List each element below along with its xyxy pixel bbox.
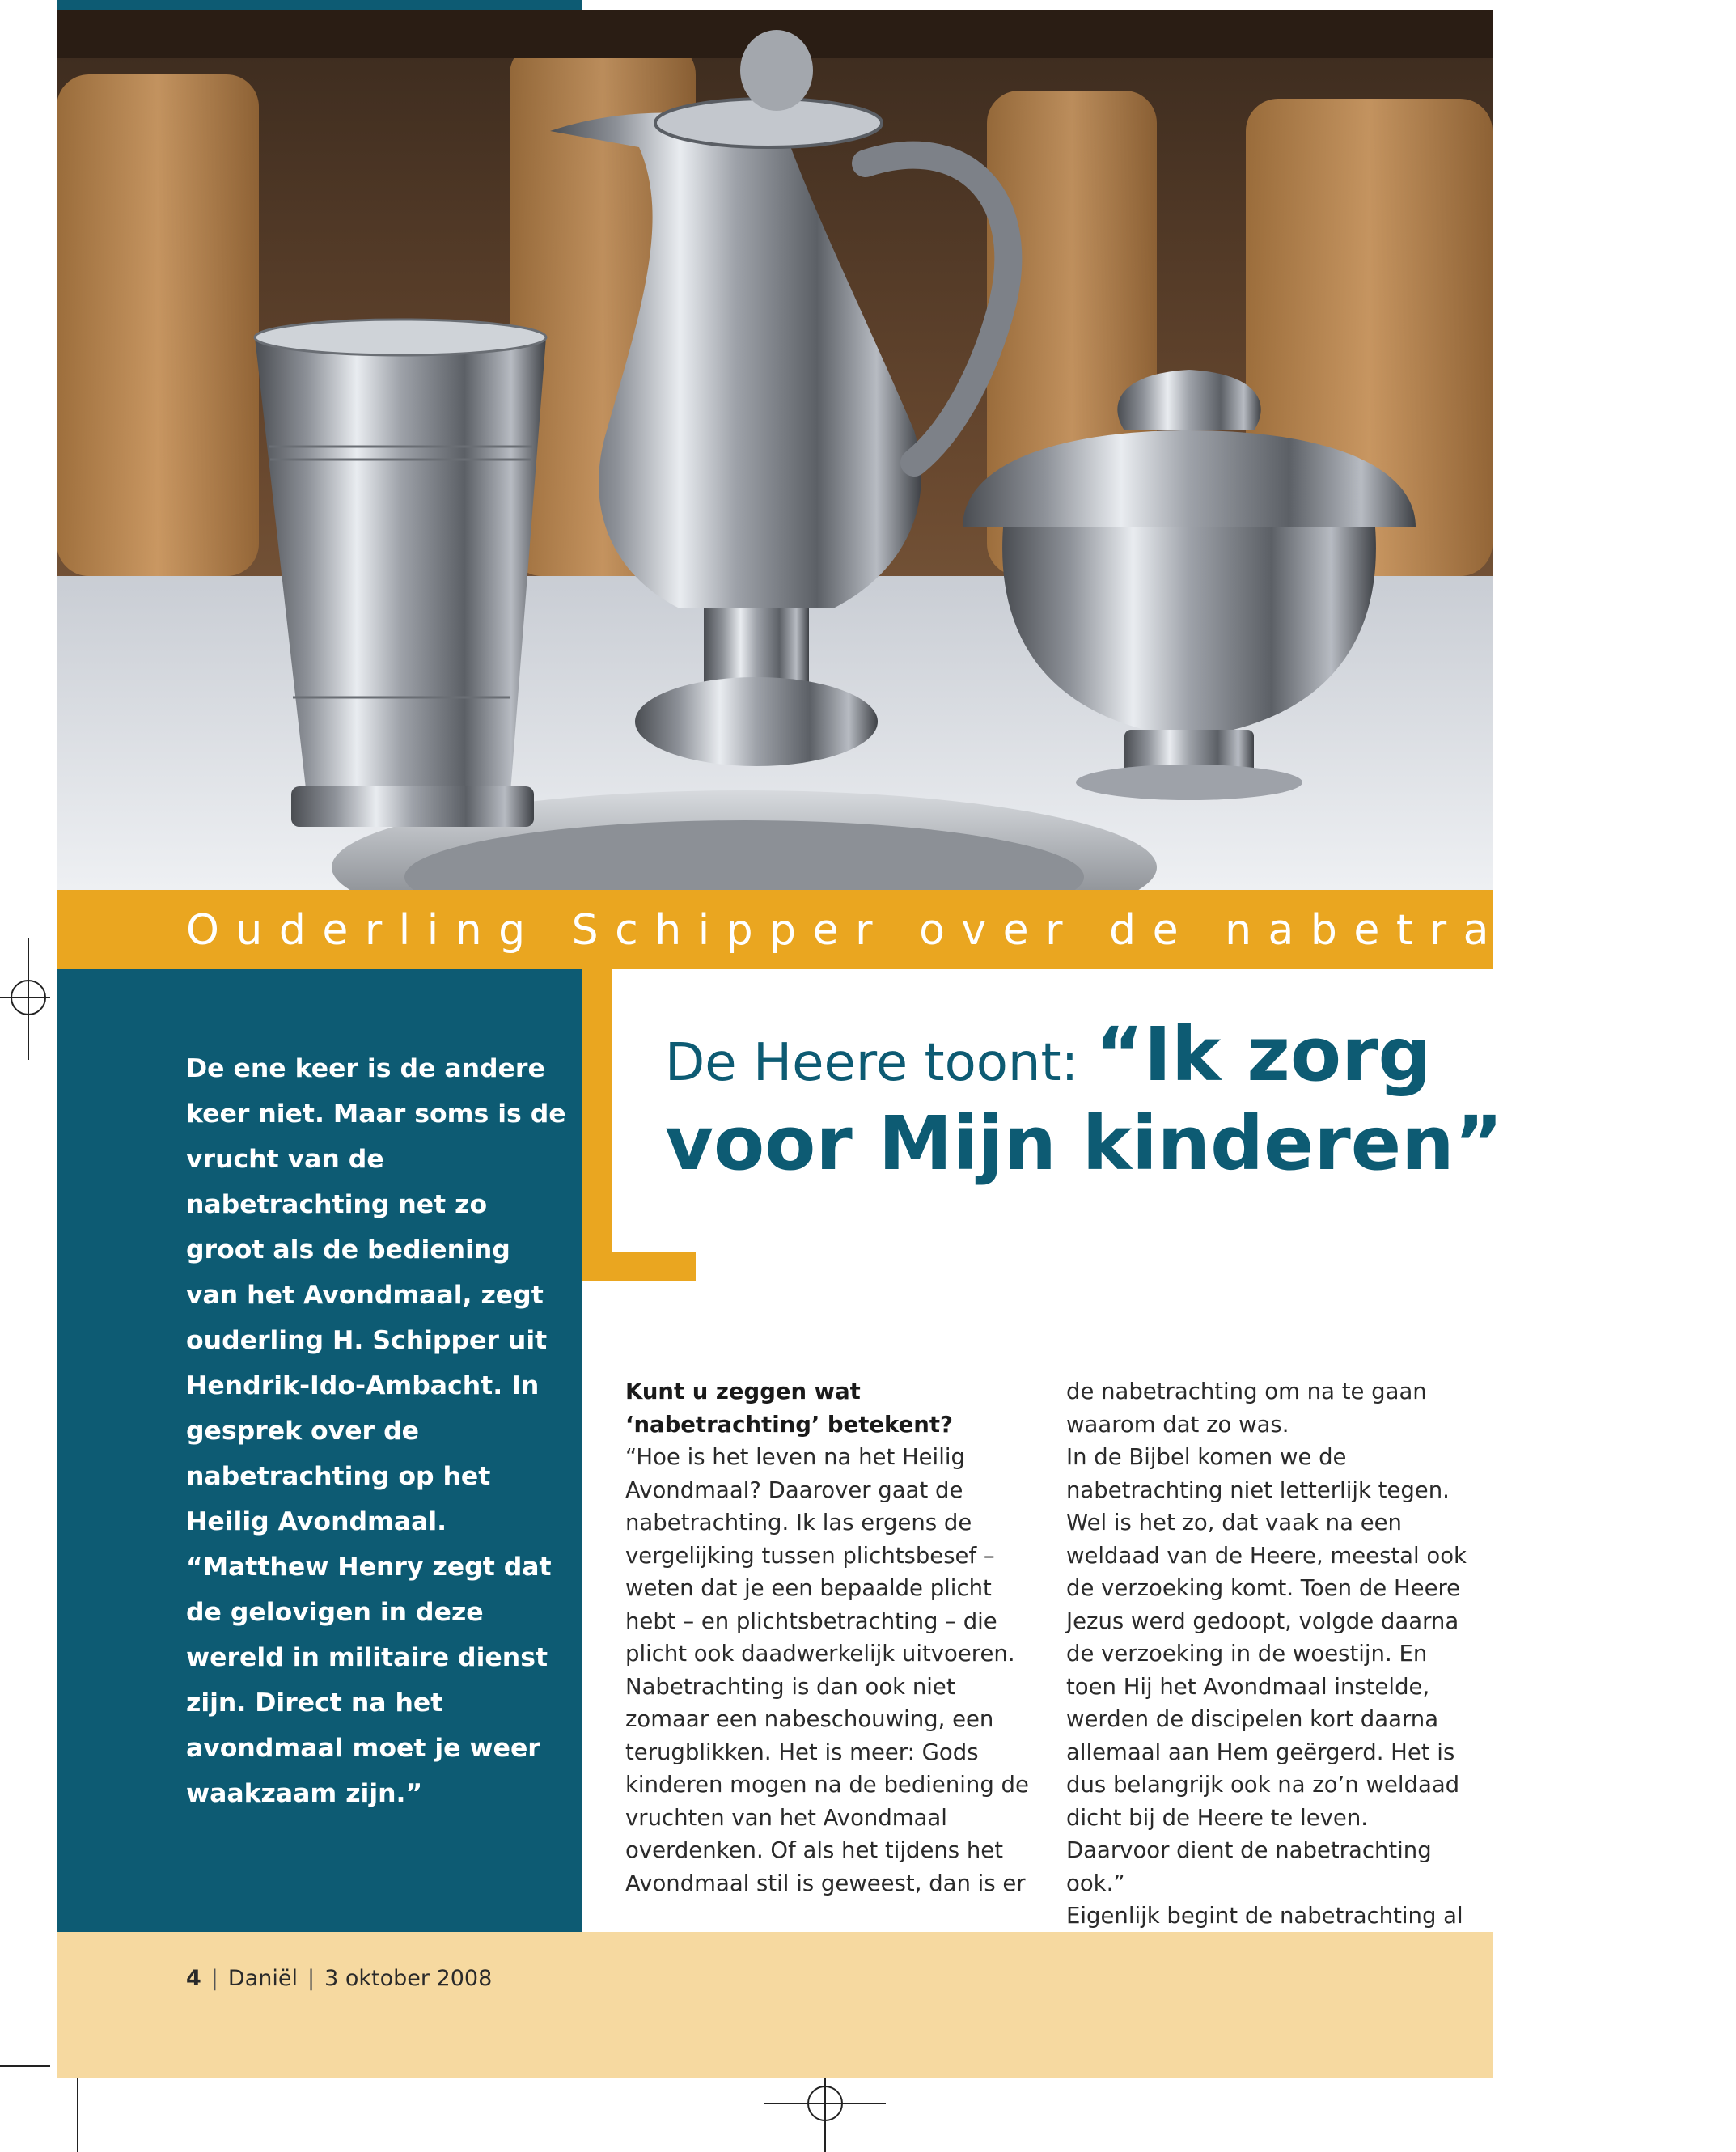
intro-text: De ene keer is de andere keer niet. Maar soms is de vrucht van de nabetrachting net zo groot als de bediening van het Avondmaal, zegt ouderling H. Schipper uit Hendrik-Ido-Ambacht. In gesprek over de nabetrachting op het Heilig Avondmaal. “Matthew Henry zegt dat de gelovigen in deze wereld in militaire dienst zijn. Direct na het avondmaal moet je weer waakzaam zijn.” [186,1054,566,1808]
headline-prefix: De Heere toont: [665,1033,1095,1093]
publication-name: Daniël [227,1966,298,1991]
article-paragraph: Eigenlijk begint de nabetrachting al [1066,1903,1463,1929]
article-column-left [625,1375,1038,1900]
crop-mark [0,2065,50,2067]
article-column-right [1066,1375,1471,1933]
footer-band [57,1932,1493,2078]
bracket-accent-vertical [582,969,612,1281]
article-paragraph: de nabetrachting om na te gaan waarom dat zo was. [1066,1379,1427,1438]
registration-mark [807,2086,843,2121]
headline [665,1011,1504,1187]
top-accent-strip [57,0,582,10]
headline-quote-part2: voor Mijn kinderen” [665,1100,1504,1187]
crop-mark [77,2076,78,2152]
section-kicker: Ouderling Schipper over de nabetrachting [186,906,1736,955]
article-photo [57,10,1493,890]
page-footer [186,1966,492,1991]
intro-panel [57,969,582,1932]
article-paragraph: In de Bijbel komen we de nabetrachting niet letterlijk tegen. Wel is het zo, dat vaak na een weldaad van de Heere, meestal ook de verzoeking komt. Toen de Heere Jezus werd gedoopt, volgde daarna de verzoeking in de woestijn. En toen Hij het Avondmaal instelde, werden de discipelen kort daarna allemaal aan Hem geërgerd. Het is dus belangrijk ook na zo’n weldaad dicht bij de Heere te leven. Daarvoor dient de nabetrachting ook.” [1066,1444,1467,1896]
bracket-accent-horizontal [582,1252,696,1281]
footer-separator: | [210,1966,218,1991]
page-number: 4 [186,1966,201,1991]
section-header-band [57,890,1736,969]
registration-mark [11,980,46,1015]
headline-quote-part1: “Ik zorg [1095,1011,1432,1098]
footer-separator: | [307,1966,315,1991]
interview-answer: “Hoe is het leven na het Heilig Avondmaal? Daarover gaat de nabetrachting. Ik las ergens de vergelijking tussen plichtsbesef – weten dat je een bepaalde plicht hebt – en plichtsbetrachting – die plicht ook daadwerkelijk uitvoeren. Nabetrachting is dan ook niet zomaar een nabeschouwing, een terugblikken. Het is meer: Gods kinderen mogen na de bediening de vruchten van het Avondmaal overdenken. Of als het tijdens het Avondmaal stil is geweest, dan is er [625,1444,1029,1896]
publication-date: 3 oktober 2008 [324,1966,493,1991]
interview-question: Kunt u zeggen wat ‘nabetrachting’ betekent? [625,1379,953,1438]
